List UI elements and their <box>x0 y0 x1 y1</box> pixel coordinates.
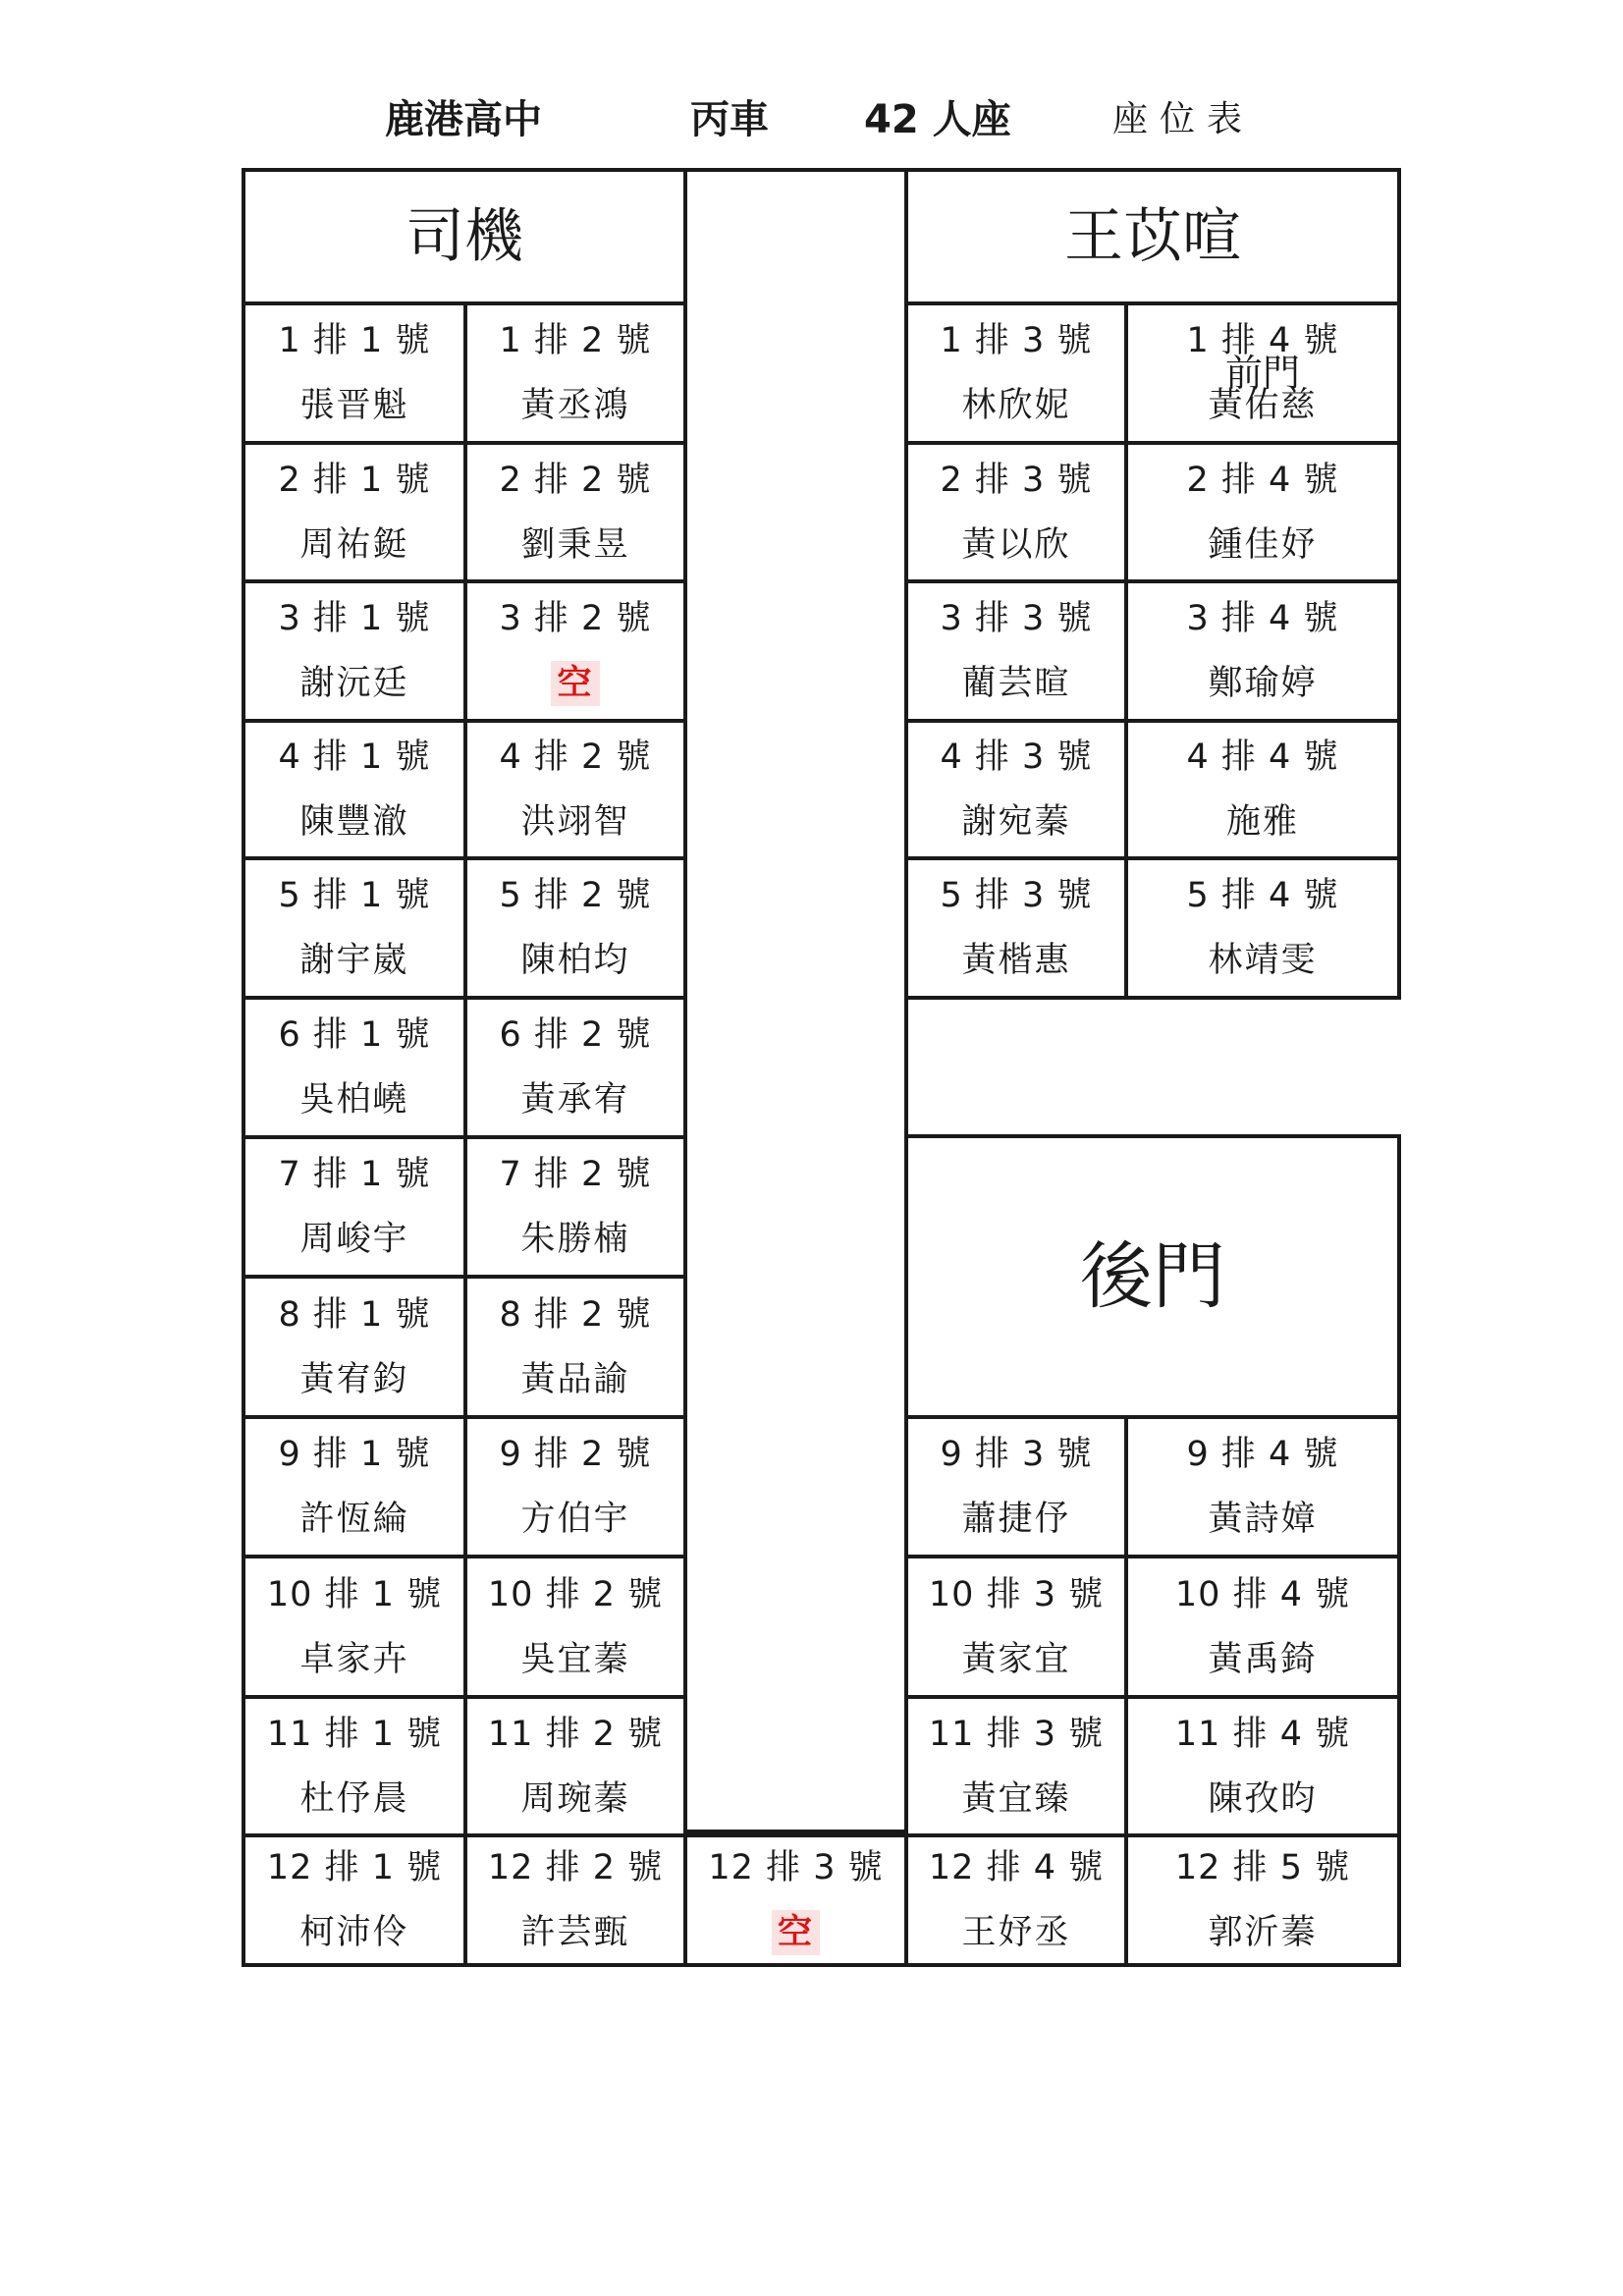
student-name: 黃丞鴻 <box>520 386 630 425</box>
seat-position: 2 排 2 號 <box>499 460 652 500</box>
student-name: 周琬蓁 <box>520 1778 630 1819</box>
student-name: 王妤丞 <box>961 1913 1071 1952</box>
seat-position: 4 排 4 號 <box>1186 738 1339 777</box>
student-name: 朱勝楠 <box>520 1220 630 1259</box>
seat-empty-marker: 空 <box>772 1910 820 1955</box>
seating-chart <box>242 168 1401 1967</box>
seat-position: 2 排 1 號 <box>278 460 431 500</box>
seat-position: 4 排 3 號 <box>940 738 1093 777</box>
seat-cell <box>463 856 687 1000</box>
seat-position: 10 排 4 號 <box>1174 1574 1351 1614</box>
seat-position: 12 排 5 號 <box>1174 1848 1351 1887</box>
seat-position: 6 排 2 號 <box>499 1015 652 1055</box>
seat-cell <box>463 1415 687 1558</box>
seat-cell <box>1124 1555 1401 1699</box>
student-name: 黃宜臻 <box>961 1778 1071 1819</box>
student-name: 鄭瑜婷 <box>1208 664 1318 703</box>
seat-position: 7 排 1 號 <box>278 1155 431 1194</box>
seat-position: 10 排 2 號 <box>487 1574 664 1614</box>
student-name: 杜伃晨 <box>299 1778 409 1819</box>
seat-position: 8 排 1 號 <box>278 1294 431 1335</box>
student-name: 許恆綸 <box>299 1500 409 1539</box>
back-door-label: 後門 <box>1080 1234 1225 1319</box>
seat-cell <box>242 1135 467 1279</box>
seat-cell <box>463 1695 687 1837</box>
seat-position: 10 排 3 號 <box>928 1574 1105 1614</box>
student-name: 蕭捷伃 <box>961 1500 1071 1539</box>
seat-cell <box>463 579 687 723</box>
seat-cell <box>242 856 467 1000</box>
student-name: 卓家卉 <box>299 1639 409 1679</box>
seat-position: 1 排 2 號 <box>499 321 652 360</box>
seat-empty-marker: 空 <box>551 661 599 706</box>
seat-position: 5 排 3 號 <box>940 876 1093 915</box>
seat-position: 1 排 1 號 <box>278 321 431 360</box>
student-name: 張晋魁 <box>299 386 409 425</box>
seat-cell <box>463 1275 687 1419</box>
seat-cell <box>463 1833 687 1967</box>
seat-cell <box>242 441 467 583</box>
student-name: 陳豐澈 <box>299 802 409 842</box>
seat-cell <box>1124 579 1401 723</box>
teacher-cell <box>904 168 1401 305</box>
seat-cell <box>904 441 1128 583</box>
seat-cell <box>242 719 467 860</box>
seat-cell <box>242 996 467 1139</box>
seat-position: 6 排 1 號 <box>278 1015 431 1055</box>
seat-cell <box>904 579 1128 723</box>
student-name: 黃品諭 <box>520 1359 630 1399</box>
seat-position: 12 排 1 號 <box>266 1848 443 1887</box>
seat-cell <box>1124 856 1401 1000</box>
back-door-cell <box>904 1134 1401 1419</box>
seat-position: 11 排 3 號 <box>928 1714 1105 1754</box>
teacher-name: 王苡喧 <box>1064 202 1241 271</box>
seat-cell <box>242 1833 467 1967</box>
seat-position: 10 排 1 號 <box>266 1574 443 1614</box>
school-name: 鹿港高中 <box>385 97 542 142</box>
seat-cell <box>242 1415 467 1558</box>
student-name: 黃宥鈞 <box>299 1359 409 1399</box>
seat-cell <box>463 996 687 1139</box>
student-name: 黃家宜 <box>961 1639 1071 1679</box>
seat-position: 9 排 4 號 <box>1186 1435 1339 1474</box>
student-name: 郭沂蓁 <box>1208 1913 1318 1952</box>
seat-cell <box>904 1415 1128 1558</box>
student-name: 謝沅廷 <box>299 664 409 703</box>
seat-position: 1 排 3 號 <box>940 321 1093 360</box>
seat-cell <box>904 1555 1128 1699</box>
student-name: 陳孜昀 <box>1208 1778 1318 1819</box>
seat-position: 12 排 4 號 <box>928 1848 1105 1887</box>
seat-cell <box>904 301 1128 445</box>
seat-cell <box>242 1275 467 1419</box>
seat-cell <box>1124 1833 1401 1967</box>
seat-cell <box>904 1695 1128 1837</box>
seat-cell <box>463 301 687 445</box>
seat-position: 4 排 1 號 <box>278 738 431 777</box>
bus-capacity: 42 人座 <box>864 97 1011 142</box>
seat-cell <box>463 1135 687 1279</box>
seat-position: 4 排 2 號 <box>499 738 652 777</box>
student-name: 黃禹錡 <box>1208 1639 1318 1679</box>
seat-position: 3 排 2 號 <box>499 599 652 638</box>
student-name: 謝宇崴 <box>299 941 409 980</box>
student-name: 謝宛蓁 <box>961 802 1071 842</box>
student-name: 黃以欣 <box>961 524 1071 565</box>
seat-position: 9 排 1 號 <box>278 1435 431 1474</box>
seat-position: 7 排 2 號 <box>499 1155 652 1194</box>
seat-cell <box>242 1695 467 1837</box>
student-name: 陳柏均 <box>520 941 630 980</box>
student-name: 林欣妮 <box>961 386 1071 425</box>
seat-position: 3 排 1 號 <box>278 599 431 638</box>
seat-cell <box>1124 301 1401 445</box>
seat-position: 5 排 2 號 <box>499 876 652 915</box>
seat-position: 3 排 3 號 <box>940 599 1093 638</box>
seat-cell <box>683 1833 908 1967</box>
driver-cell <box>242 168 687 305</box>
student-name: 鍾佳妤 <box>1208 524 1318 565</box>
seat-cell <box>463 441 687 583</box>
seat-position: 8 排 2 號 <box>499 1294 652 1335</box>
page-header <box>0 90 1623 149</box>
student-name: 藺芸暄 <box>961 664 1071 703</box>
seat-cell <box>463 1555 687 1699</box>
seat-position: 5 排 1 號 <box>278 876 431 915</box>
seat-cell <box>242 301 467 445</box>
seat-cell <box>904 1833 1128 1967</box>
student-name: 周峻宇 <box>299 1220 409 1259</box>
bus-name: 丙車 <box>690 97 769 142</box>
seat-cell <box>1124 1695 1401 1837</box>
seat-position: 12 排 3 號 <box>708 1848 884 1887</box>
student-name: 黃承宥 <box>520 1080 630 1120</box>
seat-position: 11 排 2 號 <box>487 1714 664 1754</box>
seat-cell <box>1124 719 1401 860</box>
student-name: 黃佑慈 <box>1208 386 1318 425</box>
seat-position: 9 排 2 號 <box>499 1435 652 1474</box>
seat-cell <box>242 1555 467 1699</box>
seat-cell <box>904 856 1128 1000</box>
seat-position: 3 排 4 號 <box>1186 599 1339 638</box>
seat-position: 11 排 1 號 <box>266 1714 443 1754</box>
seat-cell <box>904 719 1128 860</box>
student-name: 黃楷惠 <box>961 941 1071 980</box>
front-door-label: 前門 <box>1224 352 1300 395</box>
student-name: 林靖雯 <box>1208 941 1318 980</box>
seat-position: 5 排 4 號 <box>1186 876 1339 915</box>
seat-cell <box>463 719 687 860</box>
student-name: 黃詩嫜 <box>1208 1500 1318 1539</box>
student-name: 周祐鋌 <box>299 524 409 565</box>
student-name: 劉秉昱 <box>520 524 630 565</box>
driver-label: 司機 <box>406 202 523 271</box>
student-name: 方伯宇 <box>520 1500 630 1539</box>
seat-position: 12 排 2 號 <box>487 1848 664 1887</box>
student-name: 吳宜蓁 <box>520 1639 630 1679</box>
student-name: 吳柏嶢 <box>299 1080 409 1120</box>
seat-position: 1 排 4 號 <box>1186 321 1339 360</box>
seat-position: 2 排 4 號 <box>1186 460 1339 500</box>
seat-cell <box>1124 441 1401 583</box>
seat-position: 9 排 3 號 <box>940 1435 1093 1474</box>
seat-cell <box>1124 1415 1401 1558</box>
student-name: 施雅 <box>1225 802 1299 842</box>
student-name: 許芸甄 <box>520 1913 630 1952</box>
seat-cell <box>242 579 467 723</box>
document-subtitle: 座位表 <box>1112 99 1255 139</box>
aisle <box>683 168 908 1833</box>
seat-position: 11 排 4 號 <box>1174 1714 1351 1754</box>
student-name: 洪翊智 <box>520 802 630 842</box>
student-name: 柯沛伶 <box>299 1913 409 1952</box>
seat-position: 2 排 3 號 <box>940 460 1093 500</box>
